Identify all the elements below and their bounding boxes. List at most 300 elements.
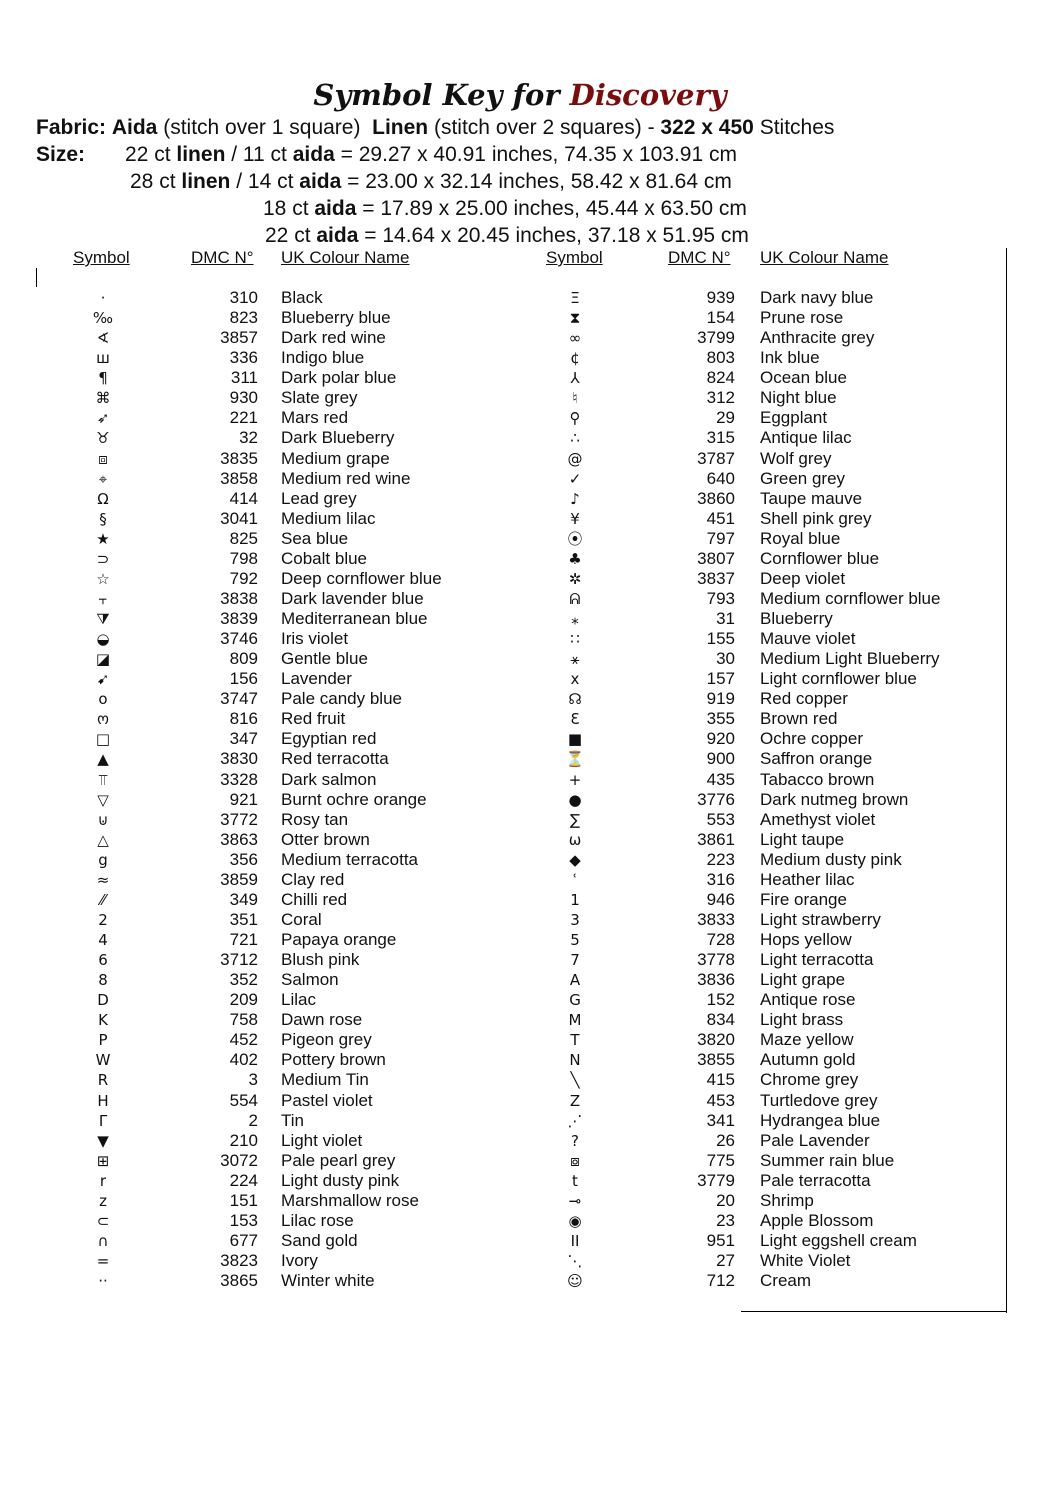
stitch-symbol: □	[95, 730, 111, 749]
dmc-number: 816	[229, 709, 258, 729]
stitch-symbol: ⊞	[96, 1151, 110, 1170]
dmc-number: 939	[706, 288, 735, 307]
colour-name: Hydrangea blue	[760, 1110, 881, 1130]
colour-name: Light cornflower blue	[760, 669, 917, 689]
colour-name: Fire orange	[760, 889, 847, 909]
dmc-number: 798	[229, 548, 258, 568]
dmc-number: 356	[229, 849, 258, 869]
stitch-symbol: ⊃	[96, 549, 110, 568]
size-fabric: aida	[299, 170, 342, 193]
stitch-symbol: ⧗	[569, 309, 581, 328]
dmc-number: 3747	[220, 689, 258, 709]
stitch-symbol: ∷	[570, 630, 580, 649]
bottom-border	[741, 1311, 1007, 1312]
dmc-number: 640	[706, 468, 735, 488]
stitch-symbol: ⊂	[96, 1211, 110, 1230]
colour-name: Lilac	[281, 990, 316, 1010]
stitch-symbol: ▼	[97, 1131, 109, 1150]
dmc-number: 223	[706, 849, 735, 869]
colour-name: Anthracite grey	[760, 328, 875, 348]
size-line-3	[263, 197, 747, 221]
stitch-symbol: ♉	[96, 429, 110, 448]
colour-name: Deep cornflower blue	[281, 568, 442, 588]
dmc-number: 3787	[697, 448, 735, 468]
header-dmc-right: DMC N°	[668, 248, 731, 267]
dmc-number: 157	[706, 669, 735, 689]
stitch-symbol: ¶	[98, 369, 108, 388]
colour-name: Deep violet	[760, 568, 846, 588]
stitch-symbol: ★	[96, 529, 110, 548]
colour-name: White Violet	[760, 1251, 851, 1270]
colour-name: Light dusty pink	[281, 1170, 400, 1190]
dmc-number: 3778	[697, 950, 735, 970]
colour-name: Dark red wine	[281, 328, 386, 348]
stitch-symbol: ∢	[96, 329, 110, 348]
stitch-count: 322 x 450	[660, 116, 754, 139]
stitch-symbol: 6	[98, 951, 108, 970]
stitch-symbol: o	[98, 690, 108, 709]
colour-name: Lilac rose	[281, 1210, 354, 1230]
dmc-number: 824	[706, 368, 735, 388]
dmc-number: 224	[229, 1170, 258, 1190]
colour-name: Red terracotta	[281, 749, 389, 769]
stitch-symbol: ⌖	[98, 469, 108, 488]
colour-name: Turtledove grey	[760, 1090, 878, 1110]
dmc-number: 20	[716, 1190, 735, 1210]
stitch-symbol: t	[572, 1171, 578, 1190]
dmc-number: 355	[706, 709, 735, 729]
colour-name: Light taupe	[760, 829, 845, 849]
stitch-symbol: §	[99, 509, 107, 528]
dmc-number: 793	[706, 588, 735, 608]
colour-name: Chrome grey	[760, 1070, 859, 1090]
colour-name: Dark polar blue	[281, 368, 397, 388]
stitch-symbol: ω	[568, 830, 582, 849]
colour-name: Ochre copper	[760, 729, 863, 749]
dmc-number: 946	[706, 889, 735, 909]
size-fabric: linen	[176, 143, 226, 166]
colour-name: Black	[281, 288, 323, 307]
colour-name: Light strawberry	[760, 909, 881, 929]
colour-name: Green grey	[760, 468, 846, 488]
dmc-number: 347	[229, 729, 258, 749]
colour-name: Mauve violet	[760, 629, 856, 649]
size-dimensions: = 29.27 x 40.91 inches, 74.35 x 103.91 cm	[340, 143, 737, 166]
dmc-number: 553	[706, 809, 735, 829]
stitch-symbol: H	[97, 1091, 109, 1110]
stitch-symbol: ᕱ	[569, 589, 581, 608]
dmc-number: 3328	[220, 769, 258, 789]
stitch-symbol: ⦿	[567, 529, 583, 548]
dmc-number: 3799	[697, 328, 735, 348]
dmc-number: 3779	[697, 1170, 735, 1190]
colour-name: Slate grey	[281, 388, 358, 408]
size-ct: 22 ct	[125, 143, 171, 166]
colour-name: Clay red	[281, 869, 345, 889]
dmc-number: 351	[229, 909, 258, 929]
fabric-linen-note: (stitch over 2 squares) -	[433, 116, 655, 139]
stitch-symbol: 2	[98, 910, 108, 929]
header-symbol-left: Symbol	[73, 248, 130, 267]
colour-name: Light eggshell cream	[760, 1230, 917, 1250]
stitch-symbol: ⊍	[97, 810, 109, 829]
stitch-word: Stitches	[759, 116, 835, 139]
colour-name: Medium dusty pink	[760, 849, 902, 869]
colour-name: Dark nutmeg brown	[760, 789, 909, 809]
colour-name: Night blue	[760, 388, 837, 408]
stitch-symbol: ⧇	[570, 1151, 580, 1170]
dmc-number: 23	[716, 1210, 735, 1230]
stitch-symbol: II	[570, 1231, 580, 1250]
stitch-symbol: 5	[570, 931, 580, 949]
dmc-number: 797	[706, 528, 735, 548]
stitch-symbol: △	[97, 830, 109, 849]
dmc-number: 951	[706, 1230, 735, 1250]
stitch-symbol: ⚹	[570, 650, 580, 669]
colour-name: Antique rose	[760, 990, 856, 1010]
dmc-number: 792	[229, 568, 258, 588]
colour-name: Medium Light Blueberry	[760, 649, 940, 669]
dmc-number: 336	[229, 348, 258, 368]
dmc-number: 3776	[697, 789, 735, 809]
dmc-number: 435	[706, 769, 735, 789]
stitch-symbol: ¥	[570, 509, 580, 528]
colour-name: Pigeon grey	[281, 1030, 372, 1050]
colour-name: Gentle blue	[281, 649, 368, 669]
size-fabric: aida	[292, 143, 335, 166]
stitch-symbol: ∴	[570, 429, 580, 448]
dmc-number: 3041	[220, 508, 258, 528]
stitch-symbol: Ξ	[570, 289, 580, 307]
colour-name: Dark salmon	[281, 769, 377, 789]
stitch-symbol: P	[98, 1031, 108, 1050]
stitch-symbol: g	[98, 850, 108, 869]
dmc-number: 3863	[220, 829, 258, 849]
colour-name: Brown red	[760, 709, 838, 729]
dmc-number: 453	[706, 1090, 735, 1110]
colour-name: Otter brown	[281, 829, 370, 849]
stitch-symbol: ⏳	[565, 750, 585, 769]
stitch-symbol: Γ	[98, 1111, 108, 1130]
dmc-number: 153	[229, 1210, 258, 1230]
dmc-number: 27	[716, 1251, 735, 1270]
stitch-symbol: 1	[570, 890, 580, 909]
dmc-number: 3820	[697, 1030, 735, 1050]
stitch-symbol: =	[96, 1252, 110, 1270]
stitch-symbol: ■	[567, 730, 583, 749]
colour-name: Heather lilac	[760, 869, 855, 889]
colour-name: Pale terracotta	[760, 1170, 871, 1190]
colour-name: Tabacco brown	[760, 769, 875, 789]
stitch-symbol: ➹	[96, 670, 110, 689]
stitch-symbol: ·	[100, 289, 106, 307]
dmc-number: 823	[229, 308, 258, 328]
colour-name: Marshmallow rose	[281, 1190, 419, 1210]
colour-name: Egyptian red	[281, 729, 377, 749]
dmc-number: 221	[229, 408, 258, 428]
title-prefix: Symbol Key for	[313, 78, 560, 112]
dmc-number: 721	[229, 930, 258, 949]
dmc-number: 758	[229, 1010, 258, 1030]
colour-name: Blueberry	[760, 609, 833, 628]
dmc-number: 3859	[220, 869, 258, 889]
dmc-number: 3772	[220, 809, 258, 829]
colour-name: Pale Lavender	[760, 1130, 870, 1150]
fabric-label: Fabric:	[36, 116, 107, 139]
size-ct: 22 ct	[265, 224, 311, 247]
dmc-number: 352	[229, 970, 258, 990]
stitch-symbol: Z	[569, 1091, 581, 1110]
dmc-number: 31	[716, 609, 735, 628]
stitch-symbol: ⚲	[569, 409, 581, 428]
colour-name: Light violet	[281, 1130, 363, 1150]
colour-name: Dawn rose	[281, 1010, 363, 1030]
dmc-number: 210	[229, 1130, 258, 1150]
colour-name: Prune rose	[760, 308, 844, 328]
stitch-symbol: ⁄⁄	[100, 890, 106, 909]
colour-name: Coral	[281, 909, 322, 929]
dmc-number: 311	[230, 368, 258, 388]
colour-name: Light terracotta	[760, 950, 874, 970]
colour-name: Winter white	[281, 1271, 375, 1291]
colour-name: Amethyst violet	[760, 809, 876, 829]
colour-name: Light grape	[760, 970, 846, 990]
dmc-number: 32	[239, 428, 258, 448]
dmc-number: 312	[706, 388, 735, 408]
dmc-number: 415	[706, 1070, 735, 1090]
colour-name: Antique lilac	[760, 428, 852, 448]
colour-name: Sea blue	[281, 528, 349, 548]
size-fabric: linen	[181, 170, 231, 193]
dmc-number: 3838	[220, 588, 258, 608]
stitch-symbol: ☆	[96, 569, 110, 588]
colour-name: Wolf grey	[760, 448, 832, 468]
dmc-number: 151	[229, 1190, 258, 1210]
dmc-number: 3712	[220, 950, 258, 970]
dmc-number: 156	[229, 669, 258, 689]
dmc-number: 3746	[220, 629, 258, 649]
dmc-number: 3807	[697, 548, 735, 568]
dmc-number: 3865	[220, 1271, 258, 1291]
size-ct: / 11 ct	[231, 143, 287, 166]
colour-name: Medium terracotta	[281, 849, 418, 869]
colour-name: Ink blue	[760, 348, 820, 368]
stitch-symbol: ⧈	[98, 449, 108, 468]
header-name-right: UK Colour Name	[760, 248, 889, 267]
stitch-symbol: M	[568, 1011, 582, 1030]
stitch-symbol: ⫟	[98, 589, 108, 608]
stitch-symbol: x	[570, 670, 580, 689]
stitch-symbol: ო	[97, 710, 109, 729]
colour-name: Cream	[760, 1271, 812, 1291]
dmc-number: 3861	[697, 829, 735, 849]
colour-name: Eggplant	[760, 408, 828, 428]
colour-name: Medium lilac	[281, 508, 376, 528]
stitch-symbol: ‰	[92, 309, 114, 328]
dmc-number: 30	[716, 649, 735, 669]
stitch-symbol: ◒	[96, 630, 110, 649]
stitch-symbol: z	[99, 1191, 107, 1210]
stitch-symbol: W	[95, 1051, 111, 1070]
dmc-number: 803	[706, 348, 735, 368]
page-title	[0, 78, 1040, 112]
stitch-symbol: ?	[571, 1131, 579, 1150]
size-dimensions: = 17.89 x 25.00 inches, 45.44 x 63.50 cm	[362, 197, 747, 220]
colour-name: Autumn gold	[760, 1050, 856, 1070]
colour-name: Dark navy blue	[760, 288, 874, 307]
dmc-number: 3072	[220, 1150, 258, 1170]
stitch-symbol: ☊	[568, 690, 582, 709]
title-design-name: Discovery	[569, 78, 727, 112]
colour-name: Dark Blueberry	[281, 428, 395, 448]
colour-name: Ocean blue	[760, 368, 847, 388]
stitch-symbol: ≈	[96, 870, 110, 889]
stitch-symbol: Ω	[97, 489, 109, 508]
stitch-symbol: +	[568, 770, 582, 789]
stitch-symbol: T	[570, 1031, 580, 1050]
colour-name: Rosy tan	[281, 809, 349, 829]
colour-name: Lavender	[281, 669, 352, 689]
stitch-symbol: ∩	[97, 1231, 109, 1250]
header-name-left: UK Colour Name	[281, 248, 410, 267]
size-fabric: aida	[314, 197, 357, 220]
stitch-symbol: D	[97, 991, 109, 1010]
stitch-symbol: N	[569, 1051, 581, 1070]
dmc-number: 930	[229, 388, 258, 408]
colour-name: Pale pearl grey	[281, 1150, 396, 1170]
stitch-symbol: ●	[568, 790, 582, 809]
size-ct: 18 ct	[263, 197, 309, 220]
colour-name: Dark lavender blue	[281, 588, 424, 608]
stitch-symbol: 4	[98, 931, 108, 949]
fabric-aida: Aida	[111, 116, 158, 139]
stitch-symbol: K	[98, 1011, 108, 1030]
stitch-symbol: ⋰	[567, 1111, 583, 1130]
dmc-number: 3836	[697, 970, 735, 990]
colour-name: Mediterranean blue	[281, 609, 428, 628]
size-line-4	[265, 224, 749, 248]
colour-name: Maze yellow	[760, 1030, 854, 1050]
size-line-2	[130, 170, 732, 194]
dmc-number: 775	[706, 1150, 735, 1170]
fabric-aida-note: (stitch over 1 square)	[163, 116, 361, 139]
colour-name: Indigo blue	[281, 348, 365, 368]
colour-name: Blueberry blue	[281, 308, 391, 328]
stitch-symbol: ⧩	[96, 610, 110, 628]
colour-name: Shell pink grey	[760, 508, 872, 528]
dmc-number: 402	[229, 1050, 258, 1070]
stitch-symbol: ◪	[95, 650, 111, 669]
header-symbol-right: Symbol	[546, 248, 603, 267]
colour-name: Chilli red	[281, 889, 348, 909]
fabric-line	[36, 116, 834, 140]
dmc-number: 3837	[697, 568, 735, 588]
colour-name: Red copper	[760, 689, 848, 709]
stitch-symbol: ⁎	[571, 610, 579, 628]
stitch-symbol: ♮	[572, 389, 578, 408]
header-dmc-left: DMC N°	[191, 248, 254, 267]
dmc-number: 29	[716, 408, 735, 428]
colour-name: Hops yellow	[760, 930, 852, 949]
colour-name: Ivory	[281, 1251, 318, 1270]
stitch-symbol: ¢	[570, 349, 580, 368]
stitch-symbol: 3	[570, 910, 580, 929]
stitch-symbol: ✓	[568, 469, 582, 488]
stitch-symbol: 8	[98, 971, 108, 990]
dmc-number: 677	[229, 1230, 258, 1250]
dmc-number: 341	[706, 1110, 735, 1130]
stitch-symbol: ➶	[96, 409, 110, 428]
dmc-number: 921	[229, 789, 258, 809]
colour-name: Medium red wine	[281, 468, 411, 488]
colour-name: Saffron orange	[760, 749, 873, 769]
size-ct: / 14 ct	[236, 170, 294, 193]
size-ct: 28 ct	[130, 170, 176, 193]
dmc-number: 414	[229, 488, 258, 508]
dmc-number: 316	[706, 869, 735, 889]
dmc-number: 712	[706, 1271, 735, 1291]
left-divider	[36, 268, 37, 287]
colour-name: Apple Blossom	[760, 1210, 874, 1230]
size-fabric: aida	[316, 224, 359, 247]
dmc-number: 834	[706, 1010, 735, 1030]
dmc-number: 3857	[220, 328, 258, 348]
colour-name: Salmon	[281, 970, 339, 990]
colour-name: Medium Tin	[281, 1070, 369, 1090]
dmc-number: 452	[229, 1030, 258, 1050]
stitch-symbol: ⋱	[567, 1252, 583, 1270]
size-label: Size:	[36, 143, 86, 166]
colour-name: Cornflower blue	[760, 548, 880, 568]
dmc-number: 919	[706, 689, 735, 709]
stitch-symbol: ··	[98, 1272, 108, 1291]
stitch-symbol: @	[567, 449, 583, 468]
fabric-linen: Linen	[372, 116, 429, 139]
size-dimensions: = 14.64 x 20.45 inches, 37.18 x 51.95 cm	[364, 224, 749, 247]
stitch-symbol: ◉	[568, 1211, 582, 1230]
dmc-number: 728	[706, 930, 735, 949]
colour-name: Medium grape	[281, 448, 390, 468]
dmc-number: 809	[229, 649, 258, 669]
colour-name: Pale candy blue	[281, 689, 402, 709]
stitch-symbol: ▲	[97, 750, 109, 769]
colour-name: Shrimp	[760, 1190, 814, 1210]
dmc-number: 554	[229, 1090, 258, 1110]
dmc-number: 155	[706, 629, 735, 649]
dmc-number: 920	[706, 729, 735, 749]
stitch-symbol: ◆	[569, 850, 581, 869]
dmc-number: 825	[229, 528, 258, 548]
colour-name: Light brass	[760, 1010, 844, 1030]
colour-name: Taupe mauve	[760, 488, 863, 508]
stitch-symbol: ╲	[570, 1071, 580, 1090]
colour-name: Summer rain blue	[760, 1150, 895, 1170]
stitch-symbol: ш	[96, 349, 110, 368]
stitch-symbol: ⫪	[98, 770, 108, 789]
colour-name: Red fruit	[281, 709, 346, 729]
dmc-number: 349	[229, 889, 258, 909]
dmc-number: 451	[706, 508, 735, 528]
size-line-1	[36, 143, 737, 167]
stitch-symbol: R	[97, 1071, 109, 1090]
colour-name: Royal blue	[760, 528, 841, 548]
stitch-symbol: G	[569, 991, 581, 1010]
dmc-number: 3830	[220, 749, 258, 769]
dmc-number: 3823	[220, 1251, 258, 1270]
dmc-number: 152	[706, 990, 735, 1010]
stitch-symbol: 7	[570, 951, 580, 970]
stitch-symbol: A	[569, 971, 581, 990]
